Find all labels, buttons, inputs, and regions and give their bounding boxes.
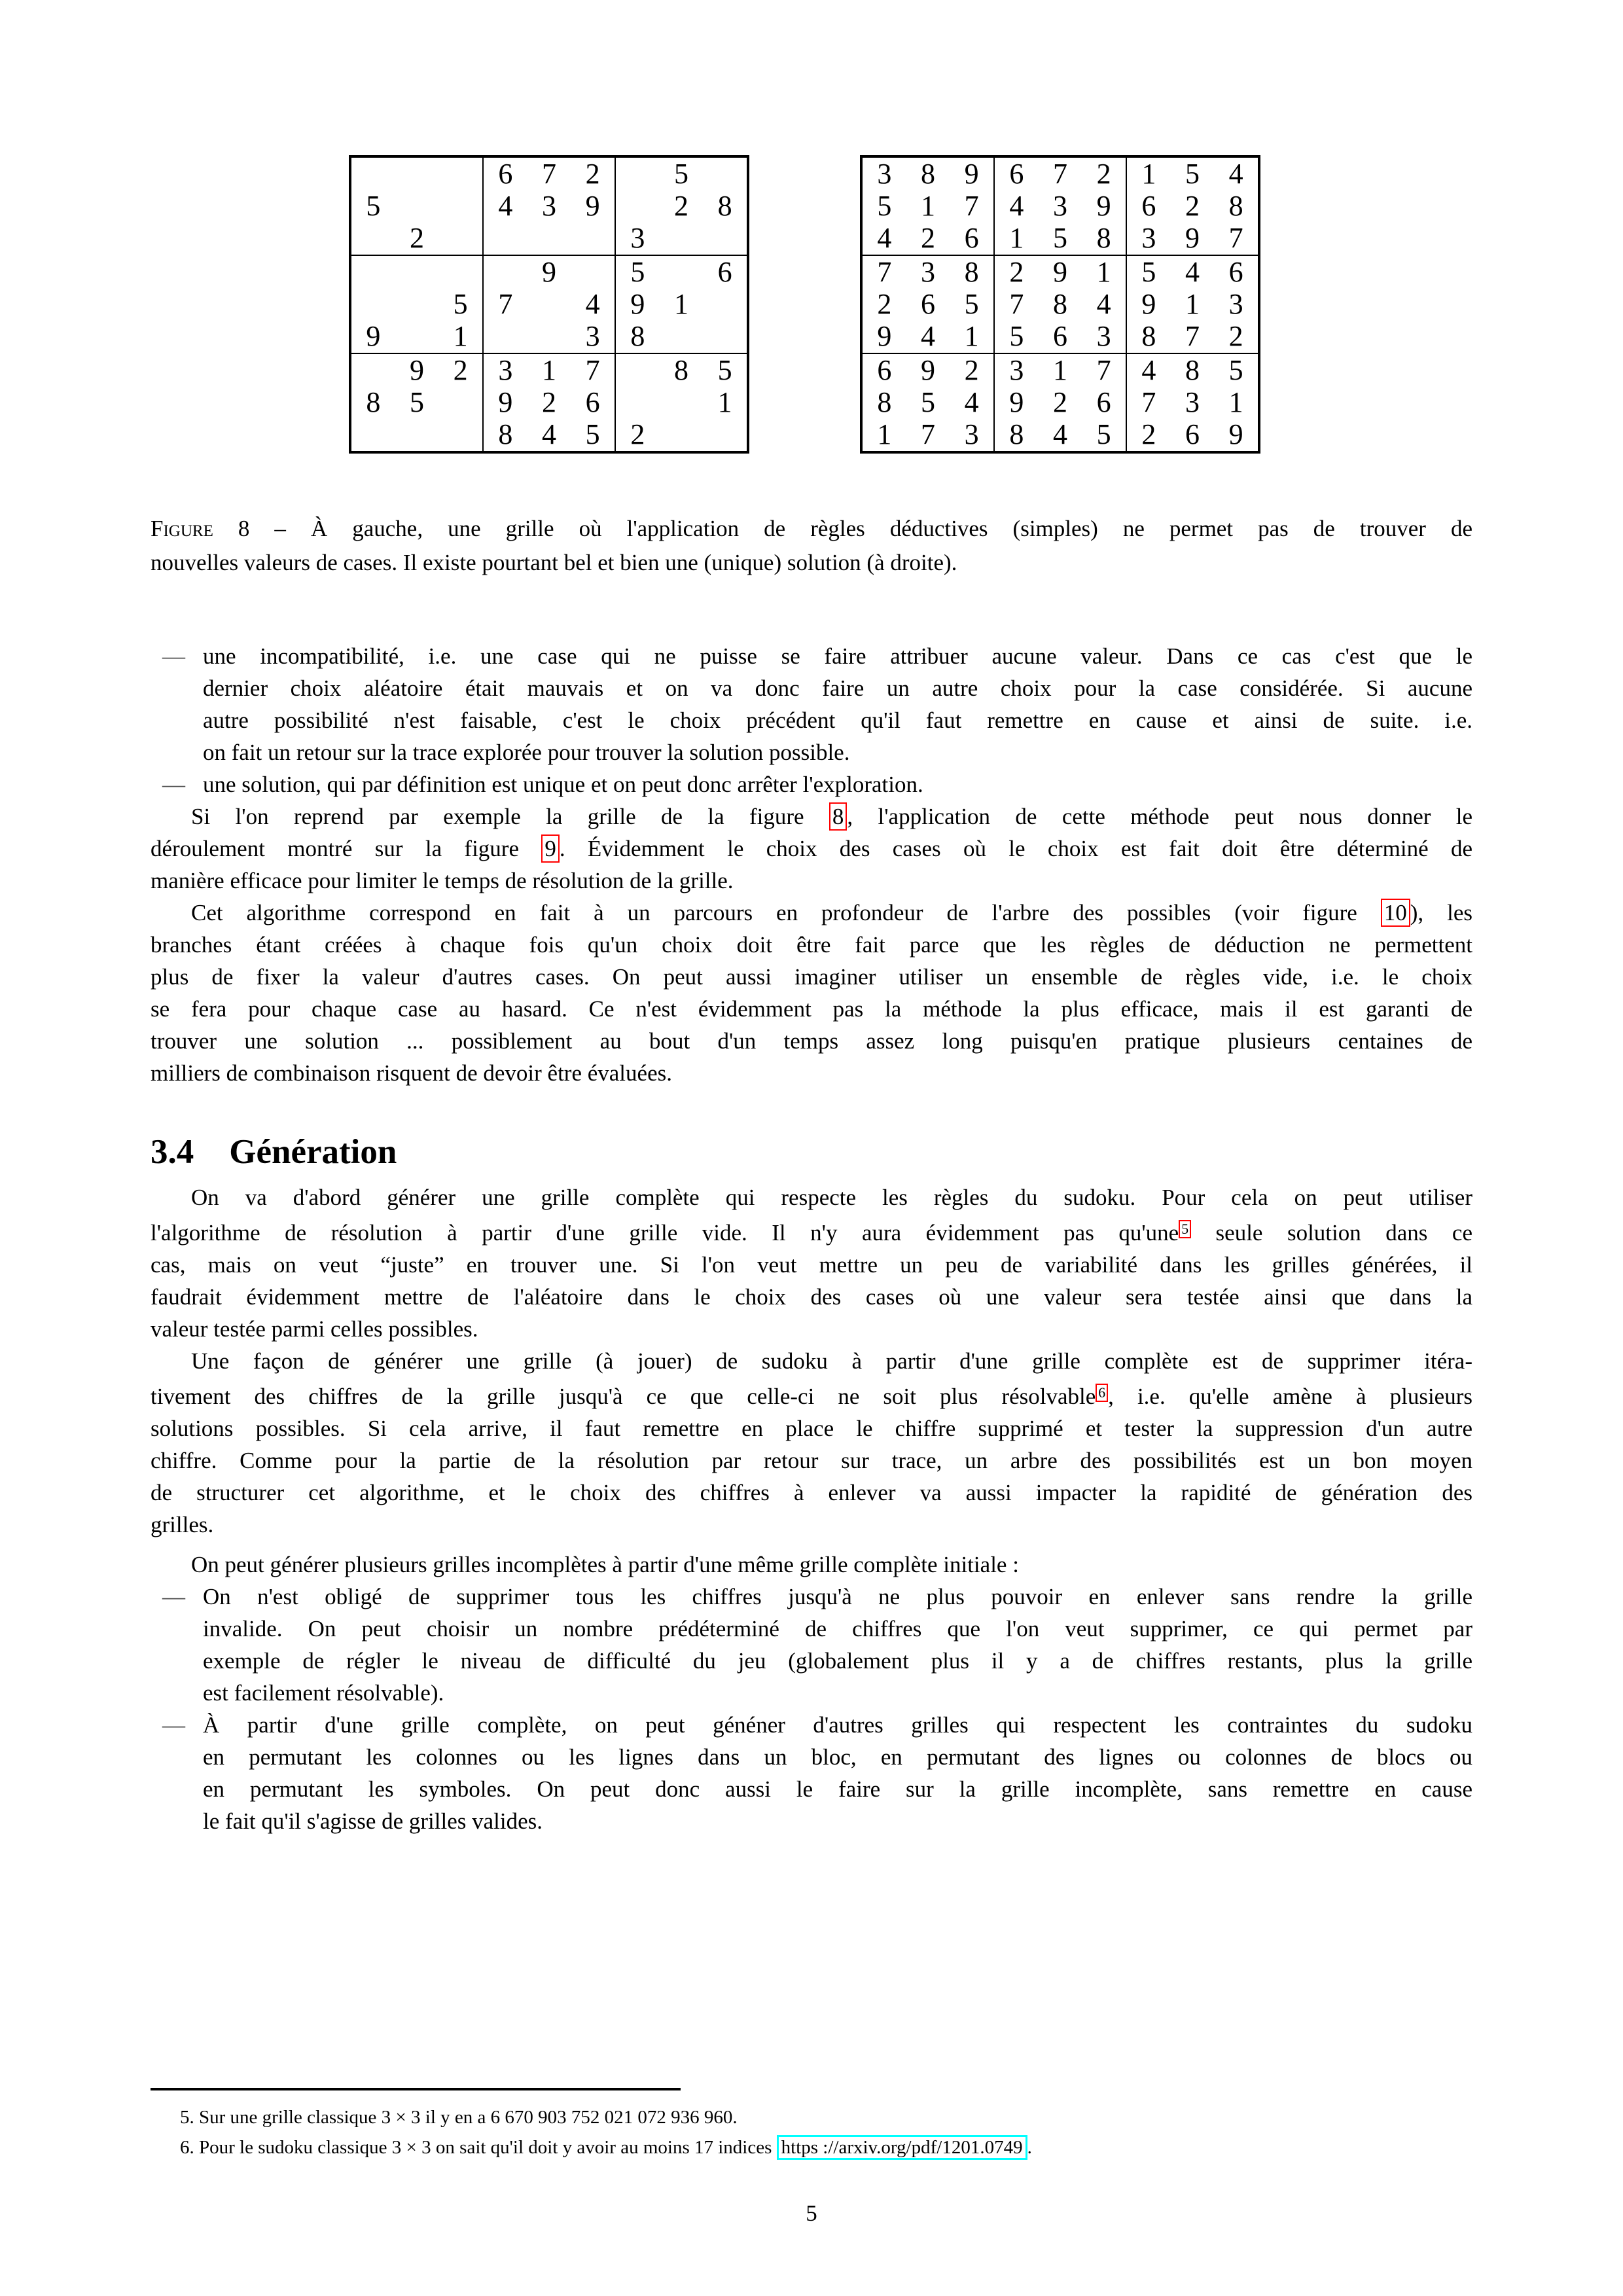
sudoku-cell	[351, 354, 395, 386]
body-text	[151, 640, 1472, 1837]
sudoku-cell: 8	[673, 353, 688, 386]
sudoku-cell: 6	[498, 157, 513, 190]
text-run: une incompatibilité, i.e. une case qui ne puisse se faire attribuer aucune valeur. Dans ce cas c'est que le	[203, 643, 1472, 669]
sudoku-cell: 7	[920, 418, 935, 451]
sudoku-cell: 8	[1096, 222, 1111, 255]
sudoku-cell	[351, 256, 395, 288]
sudoku-cell: 1	[877, 418, 892, 451]
list-item-nombre-predetermine	[151, 1581, 1472, 1709]
sudoku-cell: 5	[920, 386, 935, 418]
sudoku-cell: 7	[585, 353, 600, 386]
sudoku-cell	[395, 321, 439, 353]
text-run: manière efficace pour limiter le temps de résolution de la grille.	[151, 868, 734, 893]
sudoku-cell: 6	[877, 353, 892, 386]
list-bullet-dash: —	[162, 1712, 185, 1738]
sudoku-cell: 4	[1096, 287, 1111, 320]
sudoku-cell: 2	[673, 189, 688, 222]
sudoku-cell	[616, 354, 660, 386]
sudoku-cell: 8	[1228, 189, 1243, 222]
sudoku-cell: 4	[1052, 418, 1067, 451]
list-item-solution	[151, 768, 1472, 800]
sudoku-cell: 2	[1228, 320, 1243, 353]
list-item-permutations	[151, 1709, 1472, 1837]
sudoku-cell: 8	[920, 157, 935, 190]
sudoku-cell: 8	[717, 189, 732, 222]
sudoku-cell: 6	[585, 386, 600, 418]
sudoku-cell: 2	[1052, 386, 1067, 418]
footnote-6-ref[interactable]: 6	[1096, 1384, 1108, 1402]
text-run: cas, mais on veut “juste” en trouver une. Si l'on veut mettre un peu de variabilité dans les grilles générées, il	[151, 1251, 1472, 1278]
sudoku-cell: 1	[1141, 157, 1156, 190]
list-item-text	[203, 1709, 1472, 1837]
sudoku-cell: 9	[1096, 189, 1111, 222]
sudoku-cell: 7	[877, 255, 892, 288]
sudoku-cell: 1	[1228, 386, 1243, 418]
text-run: . Évidemment le choix des cases où le choix est fait doit être déterminé de	[559, 836, 1472, 861]
paragraph-on-va-dabord	[151, 1181, 1472, 1345]
text-run: , l'application de cette méthode peut nous donner le	[847, 804, 1473, 829]
sudoku-cell: 1	[1052, 353, 1067, 386]
sudoku-cell	[660, 419, 704, 451]
sudoku-cell: 5	[1185, 157, 1200, 190]
sudoku-cell: 3	[585, 320, 600, 353]
text-run: , i.e. qu'elle amène à plusieurs	[1108, 1383, 1472, 1409]
sudoku-cell: 1	[1096, 255, 1111, 288]
sudoku-cell: 3	[1185, 386, 1200, 418]
text-run: .	[1027, 2137, 1032, 2158]
text-run: invalide. On peut choisir un nombre prédéterminé de chiffres que l'on veut supprimer, ce qui permet par	[203, 1615, 1472, 1641]
text-run: solutions possibles. Si cela arrive, il faut remettre en place le chiffre supprimé et tester la suppression d'un autre	[151, 1415, 1472, 1441]
sudoku-cell	[660, 321, 704, 353]
sudoku-cell: 3	[877, 157, 892, 190]
sudoku-cell	[395, 158, 439, 190]
sudoku-cell: 3	[498, 353, 513, 386]
sudoku-cell	[616, 386, 660, 418]
figure-10-ref[interactable]: 10	[1381, 899, 1410, 927]
list-bullet-dash: —	[162, 772, 185, 797]
sudoku-block	[1126, 353, 1258, 452]
sudoku-cell	[484, 223, 527, 255]
sudoku-cell: 4	[585, 287, 600, 320]
footnote-5-ref[interactable]: 5	[1179, 1220, 1191, 1238]
sudoku-cell: 8	[877, 386, 892, 418]
text-run: se fera pour chaque case au hasard. Ce n'est évidemment pas la méthode la plus efficace, mais il est garanti de	[151, 996, 1472, 1022]
list-item-text	[203, 640, 1472, 768]
figure-9-ref[interactable]: 9	[541, 834, 560, 863]
sudoku-block	[994, 157, 1126, 255]
sudoku-cell: 9	[366, 320, 381, 353]
sudoku-cell: 8	[630, 320, 645, 353]
sudoku-block	[1126, 157, 1258, 255]
text-run: dernier choix aléatoire était mauvais et on va donc faire un autre choix pour la case considérée. Si aucune	[203, 675, 1472, 701]
sudoku-block	[615, 157, 747, 255]
sudoku-cell: 5	[1096, 418, 1111, 451]
sudoku-cell: 1	[541, 353, 556, 386]
sudoku-cell: 4	[498, 189, 513, 222]
sudoku-cell: 9	[498, 386, 513, 418]
sudoku-cell	[484, 321, 527, 353]
sudoku-cell: 5	[585, 418, 600, 451]
sudoku-cell	[527, 321, 571, 353]
sudoku-cell: 2	[877, 287, 892, 320]
text-run: branches étant créées à chaque fois qu'un choix doit être fait parce que les règles de déduction ne permettent	[151, 932, 1472, 958]
sudoku-block	[351, 255, 483, 353]
sudoku-cell: 5	[1009, 320, 1024, 353]
list-item-incompatibilite	[151, 640, 1472, 768]
sudoku-cell	[395, 256, 439, 288]
sudoku-cell: 8	[498, 418, 513, 451]
sudoku-cell: 3	[1228, 287, 1243, 320]
sudoku-cell: 6	[1052, 320, 1067, 353]
sudoku-cell: 9	[1228, 418, 1243, 451]
sudoku-cell: 7	[964, 189, 979, 222]
list-bullet-dash: —	[162, 1583, 185, 1609]
sudoku-cell: 5	[1052, 222, 1067, 255]
sudoku-cell	[395, 288, 439, 320]
sudoku-cell: 5	[1228, 353, 1243, 386]
sudoku-cell	[351, 223, 395, 255]
sudoku-cell: 2	[920, 222, 935, 255]
sudoku-cell: 6	[920, 287, 935, 320]
footnote-rule	[151, 2088, 681, 2090]
sudoku-cell: 1	[1009, 222, 1024, 255]
sudoku-cell: 4	[1141, 353, 1156, 386]
sudoku-block	[351, 157, 483, 255]
sudoku-cell	[703, 288, 747, 320]
arxiv-url-link[interactable]: https ://arxiv.org/pdf/1201.0749	[777, 2135, 1027, 2160]
sudoku-cell: 2	[1141, 418, 1156, 451]
sudoku-cell: 6	[1185, 418, 1200, 451]
sudoku-cell: 9	[964, 157, 979, 190]
list-item-text	[203, 768, 1472, 800]
text-run: déroulement montré sur la figure	[151, 836, 542, 861]
sudoku-block	[862, 157, 994, 255]
text-run: autre possibilité n'est faisable, c'est le choix précédent qu'il faut remettre en cause et ainsi de suite. i.e.	[203, 708, 1472, 733]
sudoku-cell: 2	[541, 386, 556, 418]
text-run: en permutant les symboles. On peut donc aussi le faire sur la grille incomplète, sans remettre en cause	[203, 1776, 1472, 1802]
sudoku-cell: 5	[964, 287, 979, 320]
sudoku-cell: 2	[964, 353, 979, 386]
text-run: trouver une solution ... possiblement au bout d'un temps assez long puisqu'en pratique plusieurs centaines de	[151, 1028, 1472, 1054]
sudoku-cell	[616, 158, 660, 190]
sudoku-grid-solution	[860, 155, 1260, 454]
text-run: l'algorithme de résolution à partir d'une grille vide. Il n'y aura évidemment pas qu'une	[151, 1219, 1179, 1246]
text-run: une solution, qui par définition est unique et on peut donc arrêter l'exploration.	[203, 772, 923, 797]
text-run: tivement des chiffres de la grille jusqu'à ce que celle-ci ne soit plus résolvable	[151, 1383, 1096, 1409]
sudoku-cell: 4	[877, 222, 892, 255]
sudoku-cell: 9	[877, 320, 892, 353]
paragraph-cet-algorithme	[151, 897, 1472, 1089]
sudoku-cell: 5	[1141, 255, 1156, 288]
text-run: 5. Sur une grille classique 3 × 3 il y en a 6 670 903 752 021 072 936 960.	[180, 2107, 738, 2128]
sudoku-cell: 2	[409, 222, 424, 255]
sudoku-cell: 6	[1096, 386, 1111, 418]
text-run: de structurer cet algorithme, et le choix des chiffres à enlever va aussi impacter la rapidité de génération des	[151, 1479, 1472, 1505]
section-number: 3.4	[151, 1133, 194, 1171]
text-run: ), les	[1410, 900, 1472, 925]
figure-8-ref[interactable]: 8	[829, 802, 847, 831]
sudoku-cell: 1	[717, 386, 732, 418]
sudoku-cell	[438, 190, 482, 222]
sudoku-cell: 7	[1096, 353, 1111, 386]
paragraph-une-facon	[151, 1345, 1472, 1541]
sudoku-cell: 4	[541, 418, 556, 451]
sudoku-block	[483, 353, 615, 452]
footnote-6	[151, 2132, 1472, 2162]
sudoku-cell	[660, 256, 704, 288]
figure-caption	[151, 512, 1472, 580]
text-run: Si l'on reprend par exemple la grille de la figure	[191, 804, 829, 829]
text-run: À partir d'une grille complète, on peut généner d'autres grilles qui respectent les contraintes du sudoku	[203, 1712, 1472, 1738]
sudoku-cell: 6	[717, 255, 732, 288]
sudoku-cell: 5	[717, 353, 732, 386]
text-run: plus de fixer la valeur d'autres cases. On peut aussi imaginer utiliser un ensemble de règles vide, i.e. le choix	[151, 964, 1472, 990]
sudoku-cell: 9	[409, 353, 424, 386]
sudoku-cell: 3	[1009, 353, 1024, 386]
sudoku-block	[994, 255, 1126, 353]
sudoku-cell: 2	[585, 157, 600, 190]
sudoku-cell: 6	[964, 222, 979, 255]
sudoku-cell	[438, 256, 482, 288]
figure-8	[349, 155, 1260, 454]
text-run: À gauche, une grille où l'application de règles déductives (simples) ne permet pas de trouver de	[310, 516, 1472, 541]
footnote-5	[151, 2102, 1472, 2132]
section-heading	[151, 1130, 1472, 1174]
sudoku-cell: 6	[1009, 157, 1024, 190]
sudoku-cell: 4	[1009, 189, 1024, 222]
sudoku-cell: 9	[585, 189, 600, 222]
sudoku-cell: 6	[1141, 189, 1156, 222]
sudoku-cell: 7	[1228, 222, 1243, 255]
sudoku-cell: 1	[1185, 287, 1200, 320]
sudoku-block	[994, 353, 1126, 452]
sudoku-cell: 7	[498, 287, 513, 320]
text-run: On peut générer plusieurs grilles incomplètes à partir d'une même grille complète initiale :	[191, 1551, 1019, 1577]
sudoku-cell: 7	[1052, 157, 1067, 190]
sudoku-cell: 4	[920, 320, 935, 353]
sudoku-cell	[527, 223, 571, 255]
sudoku-cell: 5	[877, 189, 892, 222]
text-run: chiffre. Comme pour la partie de la résolution par retour sur trace, un arbre des possibilités est un bon moyen	[151, 1447, 1472, 1473]
sudoku-cell	[438, 419, 482, 451]
text-run: On n'est obligé de supprimer tous les chiffres jusqu'à ne plus pouvoir en enlever sans rendre la grille	[203, 1583, 1472, 1609]
page-number: 5	[806, 2200, 817, 2226]
sudoku-cell: 4	[1185, 255, 1200, 288]
sudoku-cell: 7	[541, 157, 556, 190]
sudoku-cell: 2	[453, 353, 468, 386]
sudoku-cell: 2	[1185, 189, 1200, 222]
list-bullet-dash: —	[162, 643, 185, 669]
sudoku-cell: 1	[453, 320, 468, 353]
sudoku-cell: 9	[1009, 386, 1024, 418]
sudoku-cell: 5	[630, 255, 645, 288]
sudoku-cell: 8	[366, 386, 381, 418]
text-run: le fait qu'il s'agisse de grilles valides.	[203, 1808, 543, 1834]
sudoku-cell	[703, 419, 747, 451]
sudoku-cell: 3	[630, 222, 645, 255]
sudoku-block	[1126, 255, 1258, 353]
text-run: est facilement résolvable).	[203, 1679, 444, 1706]
sudoku-cell: 7	[1141, 386, 1156, 418]
sudoku-block	[483, 157, 615, 255]
sudoku-cell	[660, 223, 704, 255]
text-run: 6. Pour le sudoku classique 3 × 3 on sait qu'il doit y avoir au moins 17 indices	[180, 2137, 777, 2158]
sudoku-cell	[395, 419, 439, 451]
sudoku-cell: 1	[920, 189, 935, 222]
paragraph-si-lon-reprend	[151, 800, 1472, 897]
sudoku-cell	[438, 158, 482, 190]
footnotes	[151, 2088, 1472, 2162]
sudoku-cell: 9	[1052, 255, 1067, 288]
sudoku-cell	[703, 158, 747, 190]
sudoku-cell: 3	[1052, 189, 1067, 222]
section-title: Génération	[229, 1133, 397, 1171]
sudoku-cell: 5	[673, 157, 688, 190]
sudoku-cell	[351, 158, 395, 190]
sudoku-cell: 7	[1185, 320, 1200, 353]
sudoku-cell	[395, 190, 439, 222]
sudoku-cell: 8	[964, 255, 979, 288]
sudoku-cell: 5	[453, 287, 468, 320]
sudoku-cell: 9	[920, 353, 935, 386]
text-run: valeur testée parmi celles possibles.	[151, 1316, 478, 1342]
sudoku-cell	[571, 256, 615, 288]
text-run: on fait un retour sur la trace explorée pour trouver la solution possible.	[203, 740, 850, 765]
sudoku-cell: 9	[1141, 287, 1156, 320]
sudoku-cell: 6	[1228, 255, 1243, 288]
sudoku-cell: 3	[1141, 222, 1156, 255]
sudoku-cell: 3	[920, 255, 935, 288]
sudoku-cell	[703, 321, 747, 353]
figure-caption-label: Figure 8 –	[151, 516, 311, 541]
sudoku-cell: 2	[1009, 255, 1024, 288]
sudoku-cell: 2	[630, 418, 645, 451]
paragraph-intro-liste	[151, 1549, 1472, 1581]
sudoku-cell: 9	[1185, 222, 1200, 255]
sudoku-cell	[438, 223, 482, 255]
sudoku-block	[615, 255, 747, 353]
text-run: nouvelles valeurs de cases. Il existe pourtant bel et bien une (unique) solution (à droite).	[151, 550, 957, 575]
list-item-text	[203, 1581, 1472, 1709]
sudoku-cell: 8	[1185, 353, 1200, 386]
text-run: grilles.	[151, 1511, 214, 1537]
sudoku-cell: 4	[964, 386, 979, 418]
sudoku-block	[615, 353, 747, 452]
sudoku-cell	[660, 386, 704, 418]
text-run: Cet algorithme correspond en fait à un parcours en profondeur de l'arbre des possibles (voir figure	[191, 900, 1381, 925]
sudoku-cell: 7	[1009, 287, 1024, 320]
sudoku-cell: 3	[1096, 320, 1111, 353]
sudoku-cell: 2	[1096, 157, 1111, 190]
sudoku-cell: 3	[964, 418, 979, 451]
sudoku-cell: 1	[673, 287, 688, 320]
sudoku-grid-puzzle	[349, 155, 749, 454]
sudoku-cell: 9	[541, 255, 556, 288]
sudoku-cell: 4	[1228, 157, 1243, 190]
text-run: seule solution dans ce	[1191, 1219, 1472, 1246]
sudoku-cell: 5	[409, 386, 424, 418]
text-run: exemple de régler le niveau de difficulté du jeu (globalement plus il y a de chiffres restants, plus la grille	[203, 1647, 1472, 1674]
sudoku-cell	[438, 386, 482, 418]
sudoku-block	[351, 353, 483, 452]
sudoku-cell	[351, 419, 395, 451]
sudoku-cell	[351, 288, 395, 320]
sudoku-block	[862, 353, 994, 452]
sudoku-cell	[527, 288, 571, 320]
text-run: faudrait évidemment mettre de l'aléatoire dans le choix des cases où une valeur sera testée ainsi que dans la	[151, 1283, 1472, 1310]
sudoku-cell: 8	[1141, 320, 1156, 353]
sudoku-block	[483, 255, 615, 353]
sudoku-cell	[703, 223, 747, 255]
sudoku-cell: 1	[964, 320, 979, 353]
sudoku-cell: 5	[366, 189, 381, 222]
sudoku-cell: 9	[630, 287, 645, 320]
sudoku-cell	[484, 256, 527, 288]
text-run: en permutant les colonnes ou les lignes dans un bloc, en permutant des lignes ou colonnes de blocs ou	[203, 1744, 1472, 1770]
sudoku-cell	[571, 223, 615, 255]
sudoku-block	[862, 255, 994, 353]
sudoku-cell: 3	[541, 189, 556, 222]
text-run: On va d'abord générer une grille complète qui respecte les règles du sudoku. Pour cela on peut utiliser	[191, 1185, 1472, 1210]
sudoku-cell: 8	[1052, 287, 1067, 320]
sudoku-cell	[616, 190, 660, 222]
text-run: Une façon de générer une grille (à jouer) de sudoku à partir d'une grille complète est de supprimer itéra-	[191, 1348, 1472, 1374]
sudoku-cell: 8	[1009, 418, 1024, 451]
text-run: milliers de combinaison risquent de devoir être évaluées.	[151, 1060, 672, 1086]
